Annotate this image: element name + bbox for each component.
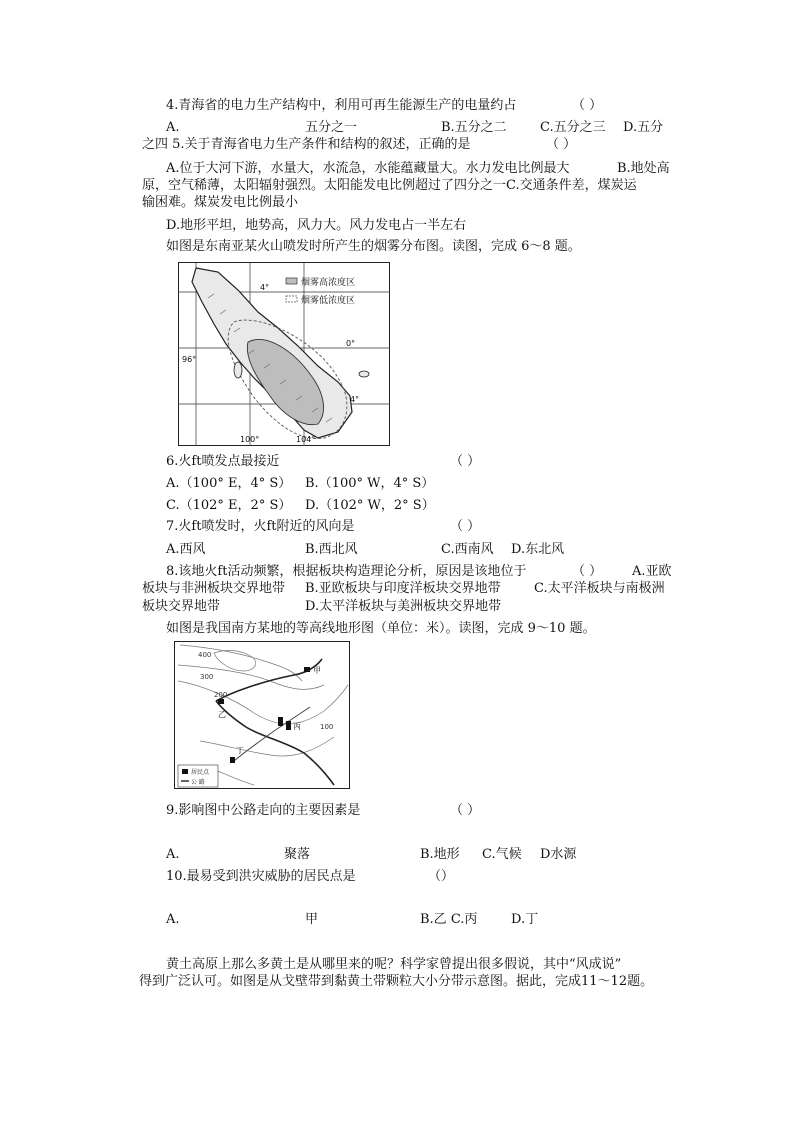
intro-questions-11-12-line2: 得到广泛认可。如图是从戈壁带到黏黄土带颗粒大小分带示意图。据此，完成11～12题。 xyxy=(139,974,654,989)
q9-option-d: D水源 xyxy=(540,847,577,862)
q4-answer-blank: （ ） xyxy=(572,98,603,113)
q4-option-c: C.五分之三 xyxy=(540,120,606,135)
settlement-label-yi: 乙 xyxy=(218,710,226,719)
settlement-ding-marker xyxy=(230,757,235,763)
q8-option-c: C.太平洋板块与南极洲 xyxy=(534,581,665,596)
settlement-label-ding: 丁 xyxy=(236,746,244,755)
q4-stem: 4.青海省的电力生产结构中，利用可再生能源生产的电量约占 xyxy=(166,98,517,113)
q7-stem: 7.火ft喷发时，火ft附近的风向是 xyxy=(166,519,355,534)
q5-answer-blank: （ ） xyxy=(546,137,577,152)
q6-stem: 6.火ft喷发点最接近 xyxy=(166,454,280,469)
lat-label-4n: 4° xyxy=(260,283,270,292)
q9-option-b: B.地形 xyxy=(420,847,460,862)
intro-questions-6-8: 如图是东南亚某火山喷发时所产生的烟雾分布图。读图，完成 6～8 题。 xyxy=(166,239,581,254)
q10-stem: 10.最易受到洪灾威胁的居民点是 xyxy=(166,869,356,884)
q7-option-c: C.西南风 xyxy=(441,542,494,557)
q9-option-a-label: A. xyxy=(166,847,180,862)
q4-option-a-label: A. xyxy=(166,120,180,135)
q8-option-a: A.亚欧 xyxy=(632,564,672,579)
q5-option-c-cont: 输困难。煤炭发电比例最小 xyxy=(142,195,299,210)
q4-option-a: 五分之一 xyxy=(305,120,358,135)
q8-answer-blank: （ ） xyxy=(572,564,603,579)
settlement-yi-marker xyxy=(218,699,224,704)
q6-option-d: D.（102° W，2° S） xyxy=(305,498,435,513)
q8-stem: 8.该地火ft活动频繁，根据板块构造理论分析，原因是该地位于 xyxy=(166,564,527,579)
lat-label-0: 0° xyxy=(346,339,356,348)
contour-map xyxy=(174,641,350,789)
settlement-label-jia: 甲 xyxy=(313,666,321,675)
settlement-label-bing: 丙 xyxy=(293,722,301,731)
lon-label-96: 96° xyxy=(182,355,197,364)
settlement-jia-marker xyxy=(304,667,310,672)
lon-label-100: 100° xyxy=(240,435,260,444)
q5-option-a: A.位于大河下游，水量大，水流急，水能蕴藏量大。水力发电比例最大 xyxy=(166,161,570,176)
q10-option-a-label: A. xyxy=(166,912,180,927)
q7-option-b: B.西北风 xyxy=(305,542,358,557)
q10-option-b-c: B.乙 C.丙 xyxy=(420,912,478,927)
q6-option-c: C.（102° E，2° S） xyxy=(166,498,292,513)
intro-questions-9-10: 如图是我国南方某地的等高线地形图（单位：米）。读图，完成 9～10 题。 xyxy=(166,621,596,636)
legend-settlement-label: 居民点 xyxy=(191,769,210,776)
legend-road-label: 公 路 xyxy=(191,779,205,786)
settlement-bing-marker xyxy=(286,721,291,730)
q10-option-d: D.丁 xyxy=(511,912,539,927)
legend-swatch-high xyxy=(286,278,297,284)
q10-option-a: 甲 xyxy=(305,912,319,927)
q8-option-b: B.亚欧板块与印度洋板块交界地带 xyxy=(305,581,501,596)
q9-stem: 9.影响图中公路走向的主要因素是 xyxy=(166,803,361,818)
q9-option-c: C.气候 xyxy=(482,847,522,862)
q8-option-c-cont: 板块交界地带 xyxy=(142,599,221,614)
q9-option-a: 聚落 xyxy=(284,847,311,862)
legend-label-high: 烟雾高浓度区 xyxy=(301,278,356,288)
q7-answer-blank: （ ） xyxy=(450,519,481,534)
q8-option-d: D.太平洋板块与美洲板块交界地带 xyxy=(305,599,502,614)
q9-answer-blank: （ ） xyxy=(450,803,481,818)
q8-option-a-cont: 板块与非洲板块交界地带 xyxy=(142,581,286,596)
settlement-bing-marker xyxy=(278,717,283,726)
contour-label-200: 200 xyxy=(214,691,228,699)
legend-settlement-swatch xyxy=(182,769,188,774)
small-island xyxy=(359,371,369,377)
intro-questions-11-12-line1: 黄土高原上那么多黄土是从哪里来的呢？科学家曾提出很多假说，其中“风成说” xyxy=(166,957,622,972)
contour-label-400: 400 xyxy=(198,651,212,659)
q5-option-b: B.地处高 xyxy=(617,161,670,176)
lon-label-104: 104° xyxy=(296,435,316,444)
q5-option-d: D.地形平坦，地势高，风力大。风力发电占一半左右 xyxy=(166,218,467,233)
lat-label-4s: 4° xyxy=(350,395,360,404)
small-island xyxy=(234,362,242,378)
q6-option-a: A.（100° E，4° S） xyxy=(166,476,292,491)
legend-label-low: 烟雾低浓度区 xyxy=(301,296,356,306)
q5-stem: 之四 5.关于青海省电力生产条件和结构的叙述，正确的是 xyxy=(142,137,471,152)
contour-label-100: 100 xyxy=(320,723,334,731)
q6-answer-blank: （ ） xyxy=(450,454,481,469)
q5-option-b-cont: 原，空气稀薄，太阳辐射强烈。太阳能发电比例超过了四分之一C.交通条件差，煤炭运 xyxy=(142,178,637,193)
q4-option-b: B.五分之二 xyxy=(441,120,507,135)
q10-answer-blank: （） xyxy=(428,869,455,884)
contour-label-300: 300 xyxy=(200,673,214,681)
volcano-smoke-map xyxy=(178,262,390,446)
q7-option-a: A.西风 xyxy=(166,542,206,557)
q6-option-b: B.（100° W，4° S） xyxy=(305,476,435,491)
q4-option-d: D.五分 xyxy=(623,120,664,135)
q7-option-d: D.东北风 xyxy=(511,542,565,557)
